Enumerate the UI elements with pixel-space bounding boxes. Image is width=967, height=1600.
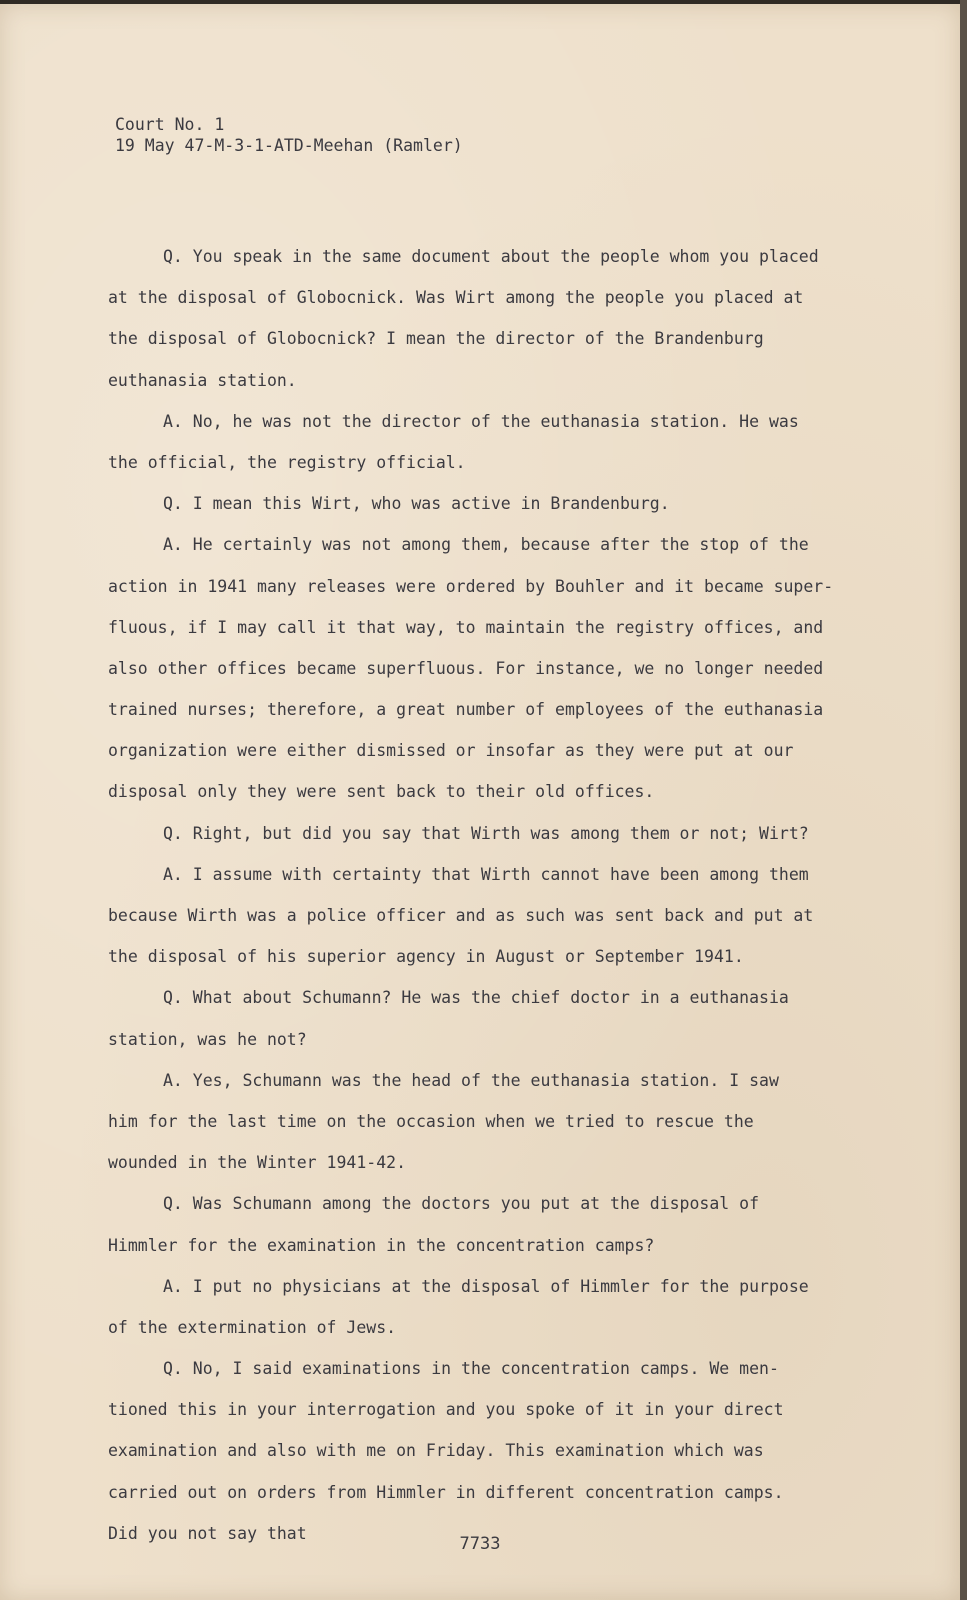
- session-reference: 19 May 47-M-3-1-ATD-Meehan (Ramler): [115, 136, 463, 155]
- transcript-line: disposal only they were sent back to their old offices.: [108, 782, 655, 802]
- transcript-line: organization were either dismissed or insofar as they were put at our: [108, 741, 794, 761]
- transcript-paragraph: [108, 1266, 868, 1348]
- transcript-line: fluous, if I may call it that way, to maintain the registry offices, and: [108, 617, 824, 637]
- transcript-line: at the disposal of Globocnick. Was Wirt among the people you placed at: [108, 288, 804, 308]
- transcript-paragraph: [108, 1183, 868, 1265]
- transcript-paragraph: [108, 813, 868, 854]
- transcript-line: station, was he not?: [108, 1029, 307, 1049]
- transcript-line: carried out on orders from Himmler in different concentration camps.: [108, 1482, 784, 1502]
- transcript-line: the official, the registry official.: [108, 452, 466, 472]
- transcript-line: A. I assume with certainty that Wirth cannot have been among them: [163, 864, 809, 884]
- transcript-line: Q. Right, but did you say that Wirth was among them or not; Wirt?: [163, 823, 809, 843]
- transcript-line: A. Yes, Schumann was the head of the euthanasia station. I saw: [163, 1070, 779, 1090]
- transcript-paragraph: [108, 236, 868, 401]
- scan-edge: [960, 0, 967, 1600]
- transcript-line: tioned this in your interrogation and you spoke of it in your direct: [108, 1400, 784, 1420]
- transcript-line: the disposal of his superior agency in August or September 1941.: [108, 947, 744, 967]
- transcript-line: Q. Was Schumann among the doctors you put at the disposal of: [163, 1194, 760, 1214]
- court-number: Court No. 1: [115, 115, 225, 134]
- transcript-line: of the extermination of Jews.: [108, 1317, 397, 1337]
- transcript-line: euthanasia station.: [108, 370, 297, 390]
- transcript-paragraph: [108, 1348, 868, 1554]
- transcript-line: because Wirth was a police officer and as such was sent back and put at: [108, 906, 814, 925]
- page-number: 7733: [459, 1534, 501, 1554]
- transcript-line: the disposal of Globocnick? I mean the director of the Brandenburg: [108, 329, 764, 349]
- transcript-line: A. He certainly was not among them, because after the stop of the: [163, 535, 809, 555]
- transcript-line: Q. You speak in the same document about the people whom you placed: [163, 247, 819, 266]
- transcript-line: Q. What about Schumann? He was the chief doctor in a euthanasia: [163, 988, 789, 1008]
- transcript-line: Q. I mean this Wirt, who was active in Brandenburg.: [163, 494, 670, 514]
- transcript-paragraph: [108, 977, 868, 1059]
- transcript-body: [108, 236, 868, 1554]
- transcript-line: him for the last time on the occasion when we tried to rescue the: [108, 1111, 754, 1131]
- transcript-line: examination and also with me on Friday. This examination which was: [108, 1441, 764, 1461]
- transcript-paragraph: [108, 854, 868, 978]
- transcript-line: Q. No, I said examinations in the concentration camps. We men-: [163, 1359, 779, 1379]
- transcript-paragraph: [108, 401, 868, 483]
- transcript-line: also other offices became superfluous. For instance, we no longer needed: [108, 658, 824, 678]
- transcript-paragraph: [108, 524, 868, 812]
- transcript-line: trained nurses; therefore, a great number of employees of the euthanasia: [108, 700, 824, 720]
- transcript-line: Did you not say that: [108, 1523, 307, 1543]
- document-page: [0, 4, 960, 1600]
- transcript-paragraph: [108, 483, 868, 524]
- page-header: [115, 114, 463, 156]
- transcript-paragraph: [108, 1060, 868, 1184]
- transcript-line: action in 1941 many releases were ordered by Bouhler and it became super-: [108, 576, 834, 596]
- transcript-line: A. No, he was not the director of the euthanasia station. He was: [163, 411, 799, 431]
- transcript-line: wounded in the Winter 1941-42.: [108, 1153, 407, 1173]
- transcript-line: Himmler for the examination in the concentration camps?: [108, 1235, 655, 1255]
- transcript-line: A. I put no physicians at the disposal of Himmler for the purpose: [163, 1276, 809, 1296]
